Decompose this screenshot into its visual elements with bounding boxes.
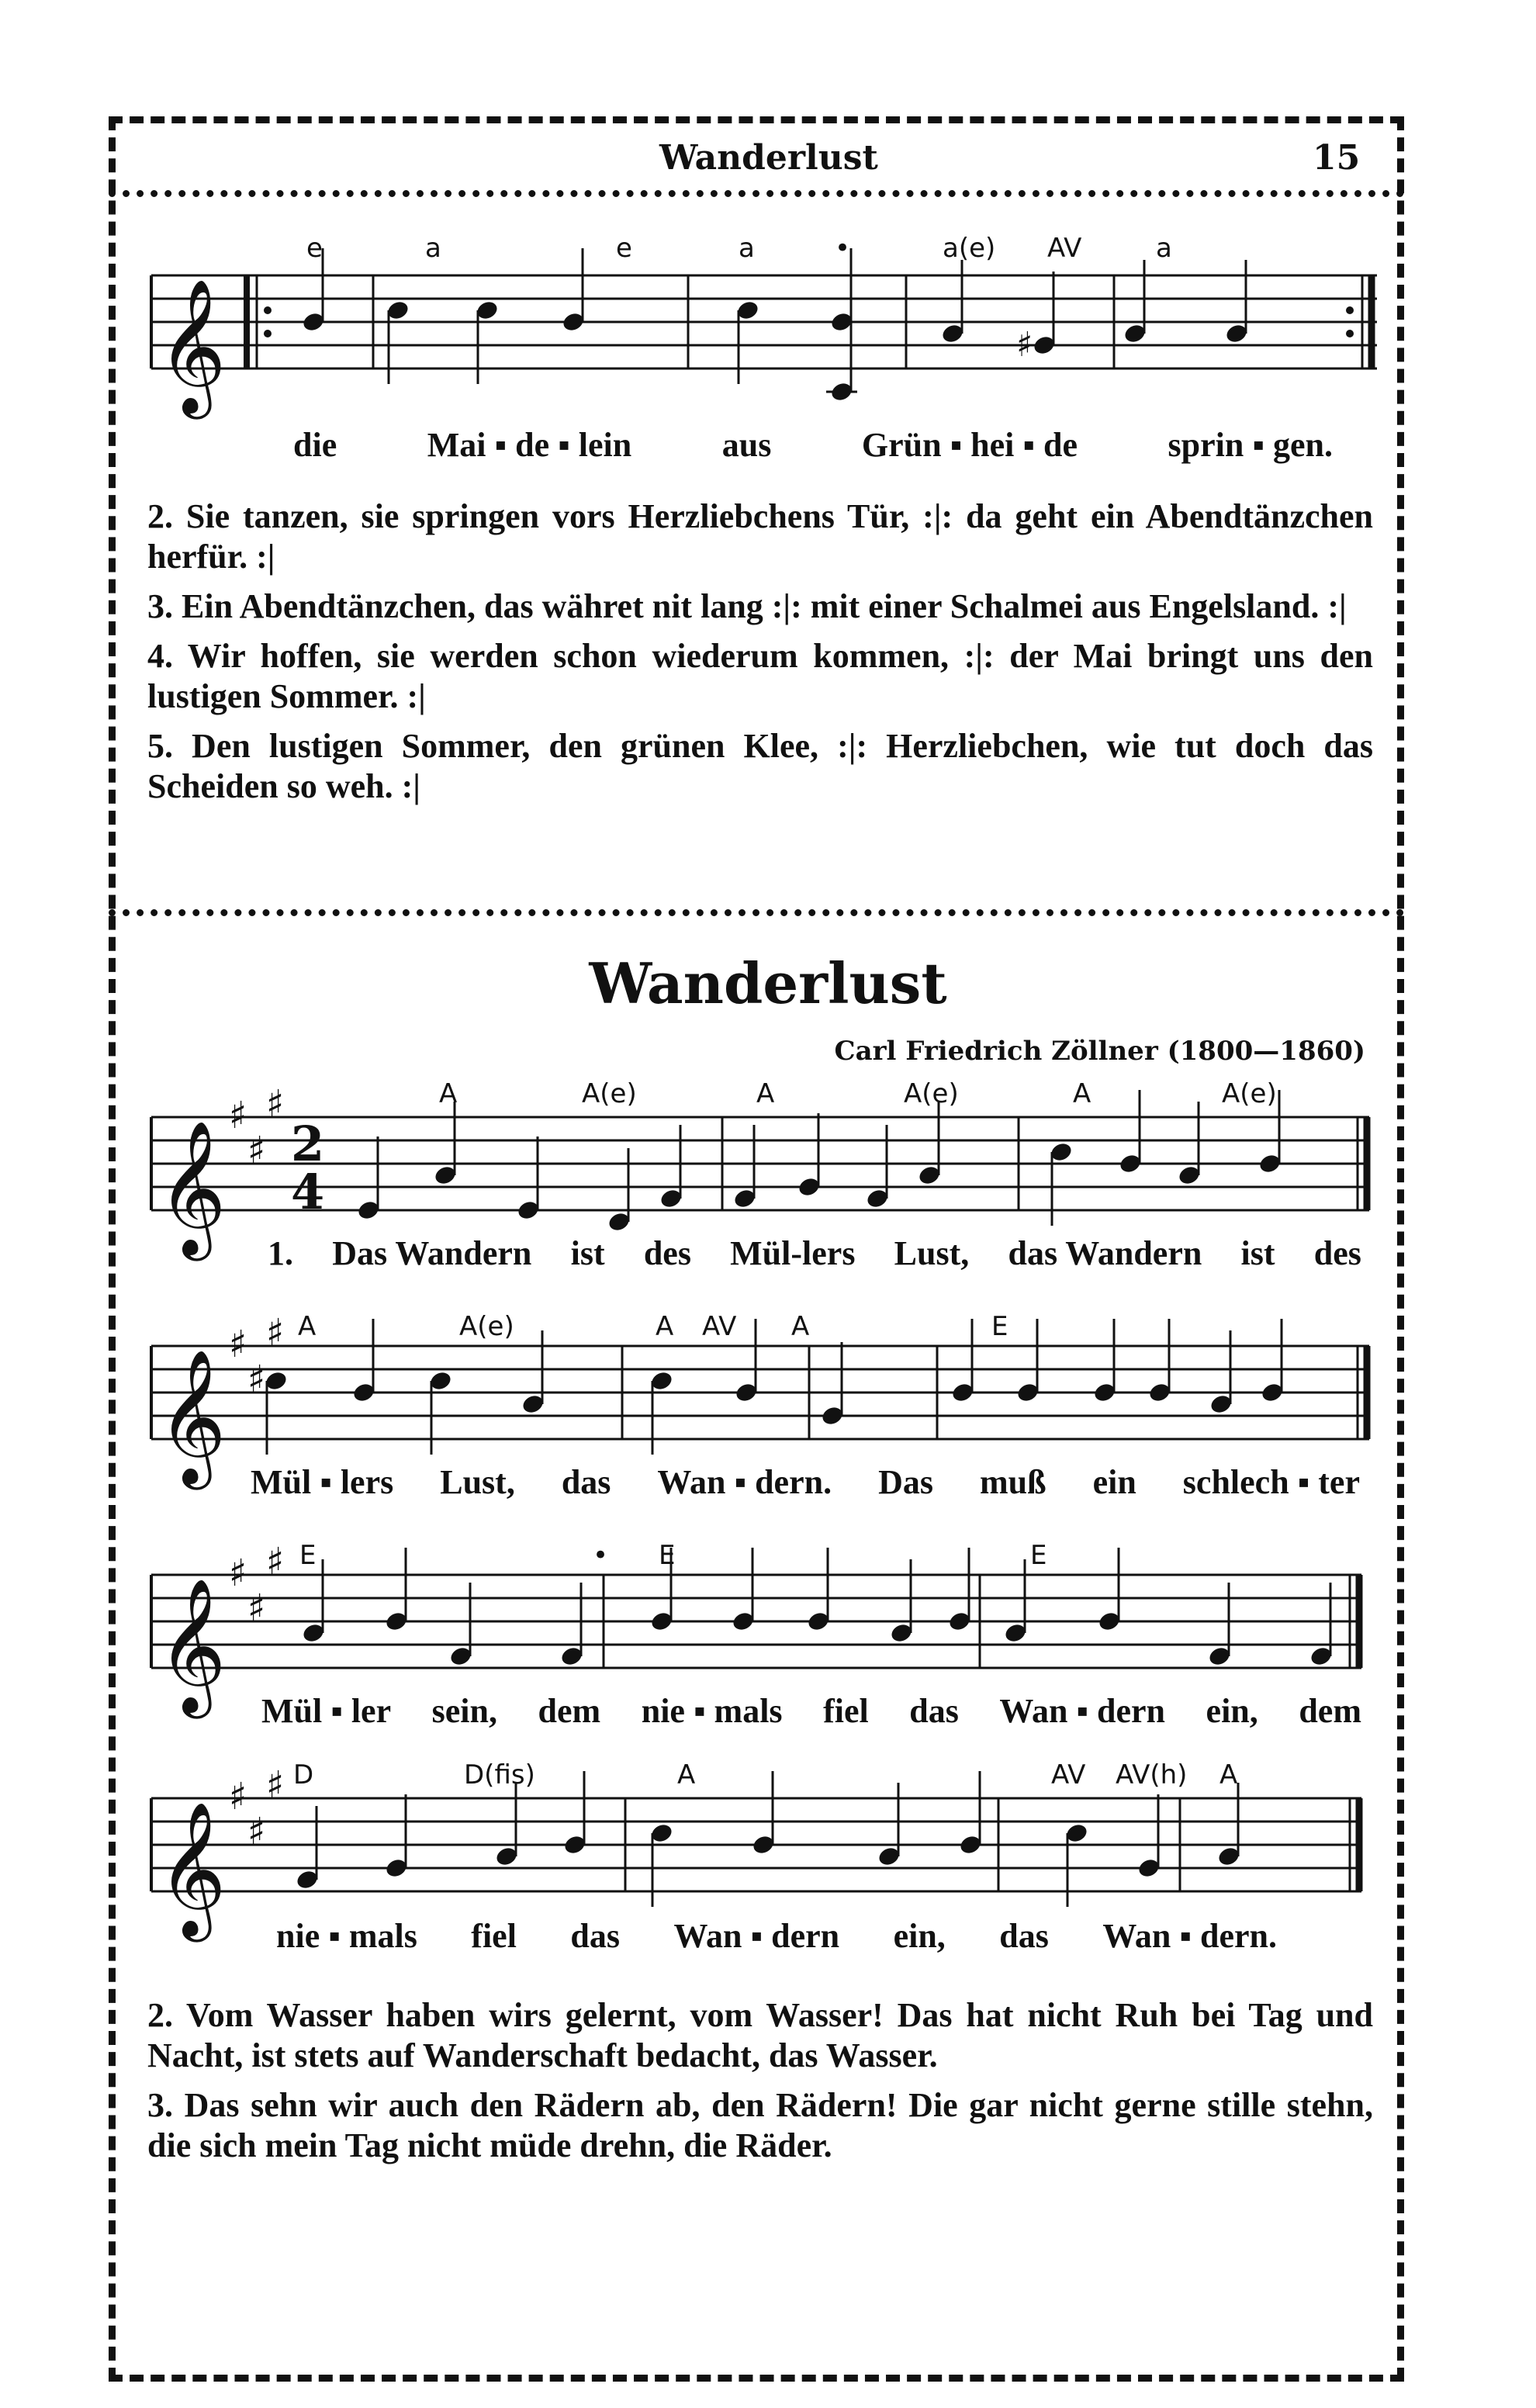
sharp-icon: ♯ [229, 1323, 247, 1366]
lyric-syllable: dem [538, 1692, 601, 1730]
system-1-lyrics [268, 1233, 1361, 1273]
lyric-syllable: Wan ▪ dern [673, 1917, 840, 1955]
chord-label: A [1219, 1759, 1238, 1790]
sharp-icon: ♯ [247, 1586, 266, 1630]
verse: 5. Den lustigen Sommer, den grünen Klee, :|: Herzliebchen, wie tut doch das Scheiden so weh. :| [147, 727, 1373, 805]
chord-label: AV [1051, 1759, 1086, 1790]
chord-label: A [656, 1311, 674, 1342]
chord-label: A [1073, 1078, 1091, 1109]
lyric-syllable: Mül-lers [730, 1234, 856, 1272]
chord-label: A(e) [1222, 1078, 1277, 1109]
lyric-syllable: Das [878, 1463, 933, 1501]
song-title: Wanderlust [589, 950, 947, 1016]
lyric-syllable: ist [570, 1234, 605, 1272]
lyric-syllable: des [1313, 1234, 1361, 1272]
lyric-syllable: des [643, 1234, 691, 1272]
system-2-lyrics [251, 1462, 1360, 1502]
chord-label: a [1156, 233, 1172, 264]
chord-label: A [756, 1078, 775, 1109]
lyric-syllable: schlech ▪ ter [1182, 1463, 1360, 1501]
chord-label: • [835, 233, 851, 264]
lyric-syllable: Grün ▪ hei ▪ de [861, 426, 1078, 464]
sharp-icon: ♯ [247, 1810, 266, 1853]
lyric-syllable: ein, [893, 1917, 946, 1955]
chord-label: A(e) [459, 1311, 514, 1342]
sharp-icon: ♯ [229, 1552, 247, 1595]
lyric-syllable: das [909, 1692, 959, 1730]
treble-clef-icon: 𝄞 [157, 1349, 227, 1484]
page-number: 15 [1313, 138, 1361, 178]
verse: 2. Sie tanzen, sie springen vors Herzliebchens Tür, :|: da geht ein Abendtänzchen herfür. :| [147, 497, 1373, 576]
chord-label: A(e) [582, 1078, 637, 1109]
chord-label: AV(h) [1116, 1759, 1188, 1790]
chord-label: A(e) [904, 1078, 959, 1109]
lyric-syllable: das [570, 1917, 620, 1955]
song1-verses [147, 496, 1373, 816]
lyric-syllable: Lust, [894, 1234, 970, 1272]
running-title: Wanderlust [659, 138, 878, 178]
sharp-icon: ♯ [266, 1082, 285, 1126]
system-4-lyrics [276, 1916, 1277, 1956]
chord-label: e [306, 233, 323, 264]
lyric-syllable: Mai ▪ de ▪ lein [427, 426, 632, 464]
chord-label: A [791, 1311, 810, 1342]
verse: 3. Das sehn wir auch den Rädern ab, den Rädern! Die gar nicht gerne stille stehn, die sich mein Tag nicht müde drehn, die Räder. [147, 2086, 1373, 2164]
lyric-syllable: ein, [1206, 1692, 1258, 1730]
chord-label: AV [702, 1311, 737, 1342]
treble-clef-icon: 𝄞 [157, 279, 227, 413]
song2-verses [147, 1995, 1373, 2175]
lyric-syllable: dem [1299, 1692, 1361, 1730]
chord-label: E [299, 1540, 317, 1571]
lyric-syllable: ist [1240, 1234, 1275, 1272]
time-signature-bottom: 4 [291, 1164, 325, 1220]
lyric-syllable: sprin ▪ gen. [1168, 426, 1333, 464]
song1-lyrics [293, 425, 1333, 465]
chord-label: AV [1047, 233, 1082, 264]
lyric-syllable: die [293, 426, 337, 464]
chord-label: a [425, 233, 441, 264]
lyric-syllable: Lust, [440, 1463, 515, 1501]
lyric-syllable: muß [979, 1463, 1046, 1501]
treble-clef-icon: 𝄞 [157, 1801, 227, 1936]
chord-label: a [739, 233, 755, 264]
repeat-dot [264, 306, 272, 314]
lyric-syllable: das Wandern [1008, 1234, 1202, 1272]
chord-label: A [677, 1759, 696, 1790]
time-signature-top: 2 [291, 1116, 325, 1172]
lyric-syllable: Mül ▪ ler [261, 1692, 392, 1730]
sharp-icon: ♯ [247, 1129, 266, 1172]
sharp-icon: ♯ [229, 1775, 247, 1818]
lyric-syllable: nie ▪ mals [276, 1917, 417, 1955]
repeat-dot [1346, 306, 1354, 314]
lyric-syllable: ein [1092, 1463, 1136, 1501]
sharp-icon: ♯ [247, 1358, 266, 1401]
lyric-syllable: Mül ▪ lers [251, 1463, 394, 1501]
sharp-icon: ♯ [266, 1540, 285, 1583]
lyric-syllable: fiel [471, 1917, 517, 1955]
chord-label: D(fis) [464, 1759, 535, 1790]
chord-label: • [593, 1540, 609, 1571]
chord-label: E [659, 1540, 676, 1571]
chord-label: A [439, 1078, 458, 1109]
chord-label: a(e) [943, 233, 996, 264]
treble-clef-icon: 𝄞 [157, 1120, 227, 1255]
lyric-syllable: aus [721, 426, 772, 464]
sharp-icon: ♯ [1016, 325, 1033, 365]
composer-credit: Carl Friedrich Zöllner (1800—1860) [834, 1036, 1365, 1067]
chord-label: e [616, 233, 632, 264]
sharp-icon: ♯ [266, 1311, 285, 1354]
lyric-syllable: 1. [268, 1234, 293, 1272]
repeat-dot [1346, 330, 1354, 337]
lyric-syllable: das [999, 1917, 1049, 1955]
chord-label: E [991, 1311, 1008, 1342]
lyric-syllable: fiel [823, 1692, 869, 1730]
sharp-icon: ♯ [229, 1094, 247, 1137]
lyric-syllable: Wan ▪ dern. [657, 1463, 832, 1501]
chord-label: E [1030, 1540, 1047, 1571]
lyric-syllable: das [561, 1463, 611, 1501]
lyric-syllable: nie ▪ mals [641, 1692, 783, 1730]
lyric-syllable: Wan ▪ dern. [1102, 1917, 1277, 1955]
lyric-syllable: sein, [431, 1692, 497, 1730]
verse: 2. Vom Wasser haben wirs gelernt, vom Wasser! Das hat nicht Ruh bei Tag und Nacht, ist stets auf Wanderschaft bedacht, das Wasser. [147, 1996, 1373, 2074]
chord-label: A [298, 1311, 317, 1342]
repeat-dot [264, 330, 272, 337]
system-3-lyrics [261, 1691, 1361, 1731]
sharp-icon: ♯ [266, 1763, 285, 1807]
verse: 3. Ein Abendtänzchen, das währet nit lang :|: mit einer Schalmei aus Engelsland. :| [147, 587, 1347, 625]
lyric-syllable: Wan ▪ dern [999, 1692, 1166, 1730]
treble-clef-icon: 𝄞 [157, 1578, 227, 1713]
verse: 4. Wir hoffen, sie werden schon wiederum kommen, :|: der Mai bringt uns den lustigen Sommer. :| [147, 637, 1373, 715]
lyric-syllable: Das Wandern [332, 1234, 532, 1272]
chord-label: D [293, 1759, 314, 1790]
